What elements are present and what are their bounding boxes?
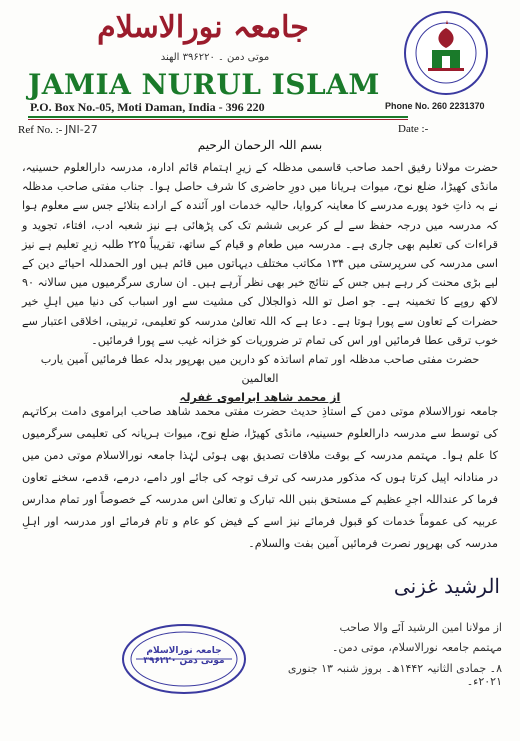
reference-number: [18, 123, 98, 136]
signatory-block: [262, 618, 502, 658]
handwritten-signature: الرشید غزنی: [393, 574, 500, 598]
institution-logo-icon: [398, 10, 494, 96]
urdu-address: موتی دمن ۔ ۳۹۶۲۲۰ الھند: [160, 52, 270, 63]
ref-value: JNI-27: [65, 123, 98, 136]
stamp-line-1: جامعہ نورالاسلام: [146, 646, 222, 656]
header-rule-red: [28, 119, 408, 120]
urdu-institution-title: جامعہ نورالاسلام: [97, 10, 309, 45]
signatory-title: مہتمم جامعہ نورالاسلام، موتی دمن۔: [331, 641, 502, 654]
stamp-line-2: موتی دمن ۳۹۶۲۲۰: [143, 656, 225, 666]
first-signoff: از محمد شاھد ابراموی غفرلہ: [179, 391, 341, 405]
letter-body-first: [22, 158, 498, 408]
bismillah-heading: بسم اللہ الرحمان الرحیم: [197, 138, 323, 152]
paragraph-1b: جو اصل تو اللہ ذوالجلال کی مشیت سے اور اسباب کی دنیا میں اہلِ خیر حضرات کے تعاون سے پورا ہوتا ہے۔ دعا ہے کہ اللہ تعالیٰ مدرسہ کو تعلیمی، تربیتی، اخلاقی اعتبار سے خوب ترقی عطا فرمائیں اور اس کی تمام تر ضروریات کو خزانہ غیب سے پورا فرمائیں۔: [22, 295, 498, 347]
paragraph-2: جامعہ نورالاسلام موتی دمن کے استاذِ حدیث حضرت مفتی محمد شاھد صاحب ابراموی دامت برکاتہم کی توسط سے مدرسہ دارالعلوم حسینیہ، مانڈی کھیڑا، ضلع نوح، میوات ہریانہ کی تعلیمی سرگرمیوں کا علم ہوا۔ مہتمم مدرسہ کے بوقت ملاقات تصدیق بھی ہوئی لہٰذا جامعہ نورالاسلام موتی دمن میں در منادانہ اپیل کرتا ہوں کہ مذکور مدرسہ کی ترف توجہ کی جائے اور دامے، درمے، قدمے، سخنے تعاون فرما کر عنداللہ اجرِ عظیم کے مستحق بنیں اللہ تبارک و تعالیٰ اس مدرسہ کے خصوصاً اور تمام مدارس عربیہ کی عموماً خدمات کو قبول فرمائے نیز اسے کے فیض کو عام و تام فرمائے اور مدرسہ اور اہلِ مدرسہ کی بھرپور نصرت فرمائیں آمین بفت والسلام۔: [22, 405, 498, 550]
signatory-name: از مولانا امین الرشید آئے والا صاحب: [339, 621, 502, 634]
letter-date: ۸۔ جمادی الثانیہ ۱۴۴۲ھ۔ بروز شنبہ ۱۳ جنوری ۲۰۲۱ء۔: [287, 662, 502, 688]
english-address: P.O. Box No.-05, Moti Daman, India - 396 220: [30, 100, 265, 114]
paragraph-1c: حضرت مفتی صاحب مدظلہ اور تمام اساتذہ کو دارین میں بھرپور بدلہ عطا فرمائیں آمین یارب العالمین: [40, 353, 480, 386]
english-institution-title: JAMIA NURUL ISLAM: [28, 68, 380, 101]
stamp-text: [120, 646, 248, 666]
header-rule-green: [28, 116, 408, 118]
ref-label: Ref No. :-: [18, 124, 63, 136]
date-label: Date :-: [398, 123, 429, 135]
phone-number: Phone No. 260 2231370: [385, 101, 485, 111]
paragraph-1: حضرت مولانا رفیق احمد صاحب قاسمی مدظلہ کے زیرِ اہتمام قائم ادارہ، مدرسہ دارالعلوم حسینیہ، مانڈی کھیڑا، ضلع نوح، میوات ہریانا میں دورِ حاضری کا شرف حاصل ہوا۔ جناب مفتی صاحب مدظلہ نے بہ ذاتِ خود پورے مدرسے کا معاینہ کروایا، حالیہ خدمات اور آئندہ کے ارادے بتلائے جس سے معلوم ہوا کہ مدرسہ میں درجہ حفظ سے لے کر عربی ششم تک کی پڑھائی ہے نیز شعبہ ادب، افتاء، تجوید و قراءات کی تعلیم بھی جاری ہے۔ مدرسہ میں طعام و قیام کے ساتھ، تقریباً ۲۲۵ طلبہ زیرِ تعلیم ہے نیز اسی مدرسہ کی سرپرستی میں ۱۳۴ مکاتب مختلف دیہاتوں میں قائم ہیں اور الحمدللہ احیائے دین کے لیے بڑی محنت کر رہے ہیں جس کے نتائج خیر بھی نظر آرہے ہیں۔ ان ساری سرگرمیوں میں سالانہ ۹۰ لاکھ روپے کا تخمینہ ہے۔: [22, 161, 498, 309]
